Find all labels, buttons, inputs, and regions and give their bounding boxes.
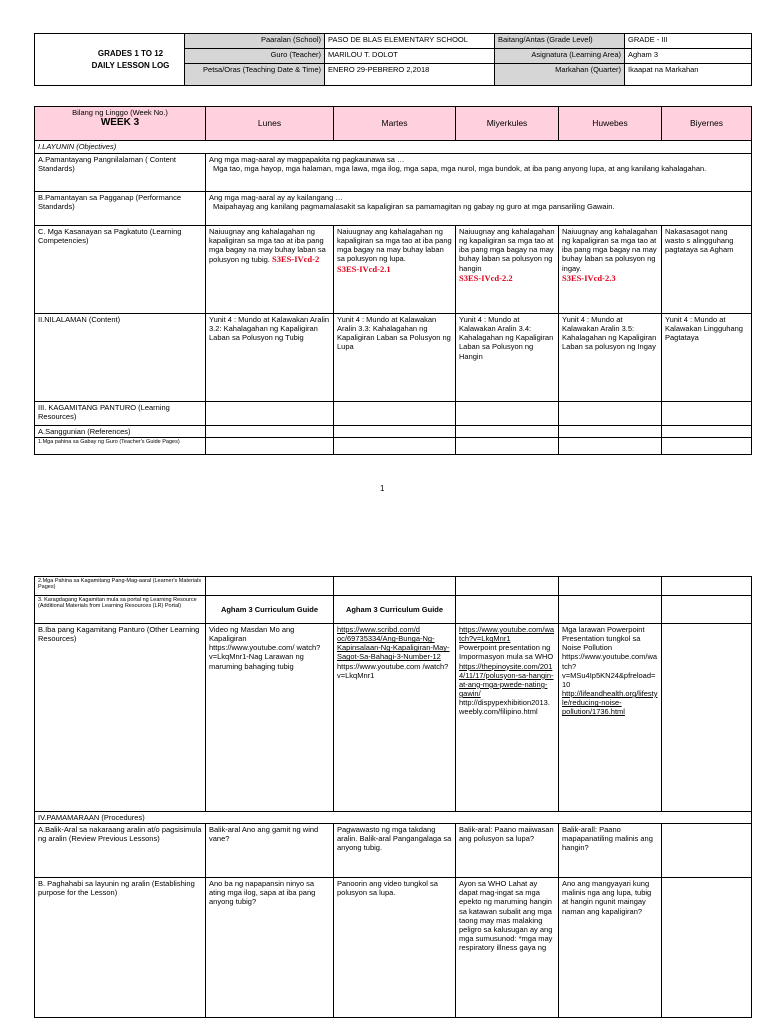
competency-text: Naiuugnay ang kahalagahan ng kapaligiran sa mga tao at iba pang mga bagay na may buhay laban sa polusyon ng ingay. [562, 227, 658, 273]
empty-cell [559, 577, 662, 596]
content-label: II.NILALAMAN (Content) [35, 314, 206, 402]
purpose-cell: Ano ba ng napapansin ninyo sa ating mga ilog, sapa at iba pang anyong tubig? [206, 878, 334, 1018]
lesson-table-page1 [34, 106, 752, 455]
competency-cell [559, 226, 662, 314]
review-cell: Balik-aral: Paano maiiwasan ang polusyon sa lupa? [456, 824, 559, 878]
competency-text: Naiuugnay ang kahalagahan ng kapaligiran sa mga tao at iba pang mga bagay na may buhay laban sa polusyon ng lupa. [337, 227, 452, 264]
content-cell: Yunit 4 : Mundo at Kalawakan Aralin 3.4: Kahalagahan ng Kapaligiran Laban sa Polusyon ng Hangin [456, 314, 559, 402]
review-cell: Balik-arall: Paano mapapanatiling malinis ang hangin? [559, 824, 662, 878]
competency-cell [206, 226, 334, 314]
empty-cell [662, 402, 752, 426]
empty-cell [206, 426, 334, 438]
purpose-cell: Panoorin ang video tungkol sa polusyon sa lupa. [334, 878, 456, 1018]
area-label: Asignatura (Learning Area) [495, 49, 625, 64]
day-martes: Martes [334, 107, 456, 141]
empty-cell [456, 402, 559, 426]
school-label: Paaralan (School) [185, 34, 325, 49]
week-cell [35, 107, 206, 141]
other-resource-cell [456, 624, 559, 812]
content-cell: Yunit 4 : Mundo at Kalawakan Aralin 3.2: Kahalagahan ng Kapaligiran Laban sa Polusyon ng Tubig [206, 314, 334, 402]
competency-cell [456, 226, 559, 314]
performance-standards-label: B.Pamantayan sa Pagganap (Performance Standards) [35, 192, 206, 226]
review-cell: Balik-aral Ano ang gamit ng wind vane? [206, 824, 334, 878]
competency-text: Naiuugnay ang kahalagahan ng kapaligiran sa mga tao at iba pang mga bagay na may buhay laban sa polusyon ng tubig. [209, 227, 326, 265]
review-cell: Pagwawasto ng mga takdang aralin. Balik-aral Pangangalaga sa anyong tubig. [334, 824, 456, 878]
day-miyerkules: Miyerkules [456, 107, 559, 141]
empty-cell [206, 402, 334, 426]
empty-cell [662, 577, 752, 596]
empty-cell [206, 438, 334, 455]
empty-cell [662, 438, 752, 455]
lr-cell: Agham 3 Curriculum Guide [334, 596, 456, 624]
date-value: ENERO 29-PEBRERO 2,2018 [325, 64, 495, 86]
purpose-label: B. Paghahabi sa layunin ng aralin (Establishing purpose for the Lesson) [35, 878, 206, 1018]
lr-cell [559, 596, 662, 624]
competency-text: Nakasasagot nang wasto s alingguhang pagtataya sa Agham [665, 227, 734, 255]
resource-text: http://dispypexhibition2013.weebly.com/filipino.html [459, 698, 550, 717]
day-huwebes: Huwebes [559, 107, 662, 141]
empty-cell [456, 426, 559, 438]
resource-link[interactable]: https://www.scribd.com/d oc/69735334/Ang-Bunga-Ng-Kapinsalaan-Ng-Kapaligiran-May-Sagot-Sa-Bahagi-3-Number-12 [337, 625, 450, 662]
competency-text: Naiuugnay ang kahalagahan ng kapaligiran sa mga tao at iba pang mga bagay na may buhay laban sa polusyon ng hangin [459, 227, 555, 273]
empty-cell [334, 426, 456, 438]
day-lunes: Lunes [206, 107, 334, 141]
grade-value: GRADE - III [625, 34, 752, 49]
header-title-2: DAILY LESSON LOG [91, 60, 170, 70]
empty-cell [456, 438, 559, 455]
other-resource-cell [662, 624, 752, 812]
review-cell [662, 824, 752, 878]
content-standards-label: A.Pamantayang Pangnilalaman ( Content Standards) [35, 154, 206, 192]
empty-cell [456, 577, 559, 596]
resource-link[interactable]: https://www.youtube.com/watch?v=LkqMnr1 [459, 625, 555, 644]
quarter-label: Markahan (Quarter) [495, 64, 625, 86]
day-biyernes: Biyernes [662, 107, 752, 141]
quarter-value: Ikaapat na Markahan [625, 64, 752, 86]
competency-cell [662, 226, 752, 314]
resource-text: https://www.youtube.com /watch?v=LkqMnr1 [337, 661, 449, 680]
other-resource-cell [334, 624, 456, 812]
content-cell: Yunit 4 : Mundo at Kalawakan Aralin 3.5: Kahalagahan ng Kapaligiran Laban sa polusyon ng Ingay [559, 314, 662, 402]
week-value: WEEK 3 [100, 117, 140, 129]
competency-code: S3ES-IVcd-2 [271, 254, 320, 265]
empty-cell [559, 402, 662, 426]
competency-code: S3ES-IVcd-2.3 [562, 272, 616, 283]
grade-label: Baitang/Antas (Grade Level) [495, 34, 625, 49]
content-standards-line2: Mga tao, mga hayop, mga halaman, mga lawa, mga ilog, mga sapa, mga nurol, mga bundok, at iba pang anyong lupa, at ang kanilang kahalagahan. [213, 164, 707, 174]
empty-cell [206, 577, 334, 596]
lesson-table-page2 [34, 576, 752, 1018]
competency-cell [334, 226, 456, 314]
header-table [34, 33, 752, 86]
resource-text: Mga larawan Powerpoint Presentation tungkol sa Noise Pollution https://www.youtube.com/watch?v=MSu4Ip5KN24&pfreload=10 [562, 625, 658, 689]
resource-link[interactable]: https://thepinoysite.com/2014/11/17/polusyon-sa-hangin-at-ang-mga-pwede-nating-gawin/ [459, 661, 554, 698]
content-standards-line1: Ang mga mag-aaral ay magpapakita ng pagkaunawa sa … [209, 155, 405, 164]
purpose-cell: Ano ang mangyayari kung malinis nga ang lupa, tubig at hangin ngunit maingay naman ang kapaligiran? [559, 878, 662, 1018]
purpose-cell: Ayon sa WHO Lahat ay dapat mag-ingat sa mga epekto ng maruming hangin sa katawan subalit ang mga taong may mas malaking peligro sa kalusugan ay ang mga sumusunod: *mga may respiratory illness gaya ng [456, 878, 559, 1018]
empty-cell [334, 577, 456, 596]
week-label: Bilang ng Linggo (Week No.) [72, 108, 168, 117]
competencies-label: C. Mga Kasanayan sa Pagkatuto (Learning Competencies) [35, 226, 206, 314]
lr-cell: Agham 3 Curriculum Guide [206, 596, 334, 624]
content-cell: Yunit 4 : Mundo at Kalawakan Aralin 3.3: Kahalagahan ng Kapaligiran Laban sa Polusyon ng Lupa [334, 314, 456, 402]
lr-portal-label: 3. Karagdagang Kagamitan mula sa portal ng Learning Resource (Additional Materials from Learning Resources (LR) Portal) [35, 596, 206, 624]
empty-cell [334, 438, 456, 455]
performance-standards-line2: Maipahayag ang kanilang pagmamalasakit sa kapaligiran sa pamamagitan ng gabay ng guro at mga pansariling Gawain. [213, 202, 615, 212]
learner-materials-label: 2.Mga Pahina sa Kagamitang Pang-Mag-aaral (Learner's Materials Pages) [35, 577, 206, 596]
lr-cell [456, 596, 559, 624]
header-title-1: GRADES 1 TO 12 [97, 48, 164, 58]
performance-standards-line1: Ang mga mag-aaral ay ay kailangang … [209, 193, 343, 202]
header-title-cell [35, 34, 185, 86]
teacher-value: MARILOU T. DOLOT [325, 49, 495, 64]
performance-standards-text [206, 192, 752, 226]
content-cell: Yunit 4 : Mundo at Kalawakan Lingguhang Pagtataya [662, 314, 752, 402]
empty-cell [662, 426, 752, 438]
date-label: Petsa/Oras (Teaching Date & Time) [185, 64, 325, 86]
school-value: PASO DE BLAS ELEMENTARY SCHOOL [325, 34, 495, 49]
empty-cell [559, 426, 662, 438]
area-value: Agham 3 [625, 49, 752, 64]
other-resource-cell [559, 624, 662, 812]
resource-link[interactable]: http://lifeandhealth.org/lifestyle/reducing-noise-pollution/1736.html [562, 688, 658, 717]
empty-cell [334, 402, 456, 426]
review-label: A.Balik-Aral sa nakaraang aralin at/o pagsisimula ng aralin (Review Previous Lessons) [35, 824, 206, 878]
purpose-cell [662, 878, 752, 1018]
competency-code: S3ES-IVcd-2.2 [459, 272, 513, 283]
teacher-guide-label: 1.Mga pahina sa Gabay ng Guro (Teacher's Guide Pages) [35, 438, 206, 455]
other-resource-cell: Video ng Masdan Mo ang Kapaligiran https://www.youtube.com/ watch?v=LkqMnr1-Nag Larawan ng maruming bahaging tubig [206, 624, 334, 812]
procedures-label: IV.PAMAMARAAN (Procedures) [35, 812, 752, 824]
other-resources-label: B.Iba pang Kagamitang Panturo (Other Learning Resources) [35, 624, 206, 812]
empty-cell [559, 438, 662, 455]
competency-code: S3ES-IVcd-2.1 [337, 263, 391, 274]
resources-label: III. KAGAMITANG PANTURO (Learning Resources) [35, 402, 206, 426]
resource-text: Powerpoint presentation ng Impormasyon mula sa WHO [459, 643, 554, 662]
references-label: A.Sanggunian (References) [35, 426, 206, 438]
objectives-label: I.LAYUNIN (Objectives) [35, 141, 752, 154]
page-number: 1 [380, 484, 385, 493]
teacher-label: Guro (Teacher) [185, 49, 325, 64]
content-standards-text [206, 154, 752, 192]
lr-cell [662, 596, 752, 624]
